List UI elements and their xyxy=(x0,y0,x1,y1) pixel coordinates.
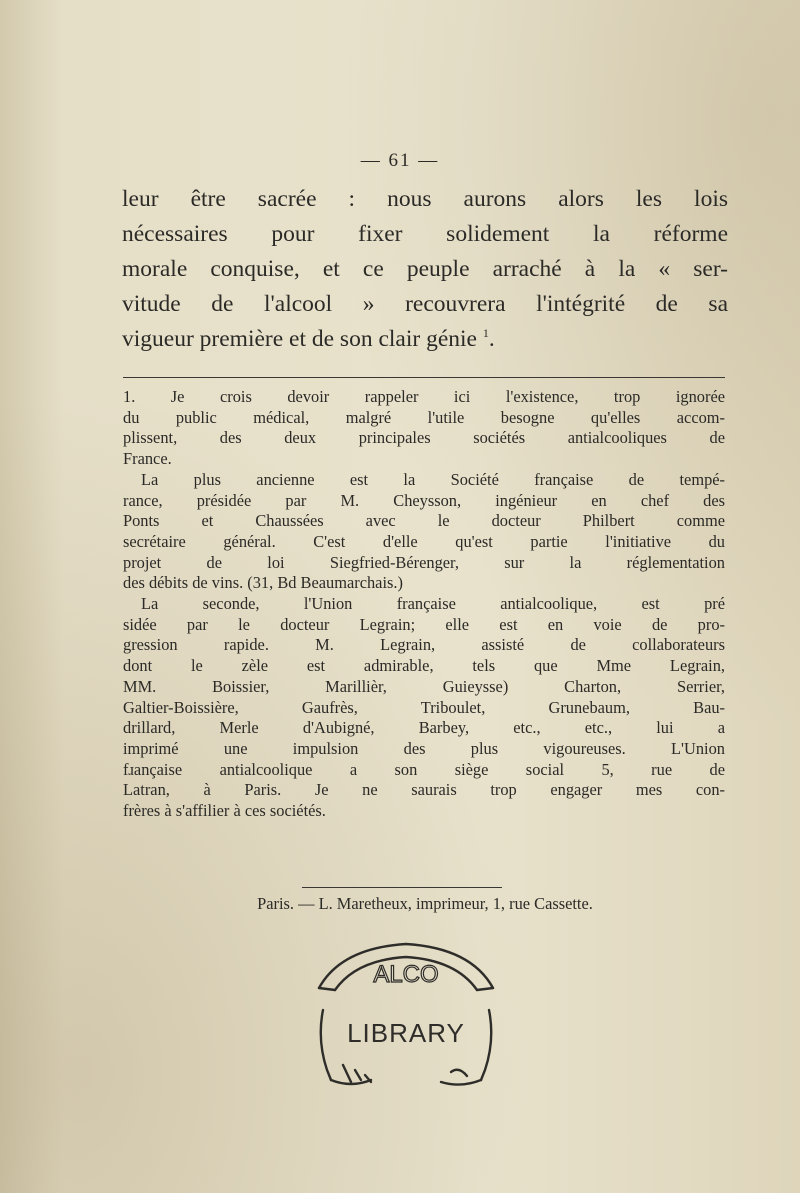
footnote-line: fɹançaise antialcoolique a son siège social 5, rue de xyxy=(123,759,725,779)
footnote-line: projet de loi Siegfried-Bérenger, sur la réglementation xyxy=(123,552,725,572)
footnote-line: MM. Boissier, Marillièr, Guieysse) Charton, Serrier, xyxy=(123,676,725,696)
body-line: nécessaires pour fixer solidement la réforme xyxy=(122,221,728,247)
body-line: leur être sacrée : nous aurons alors les lois xyxy=(122,186,728,212)
footnote-line: gression rapide. M. Legrain, assisté de collaborateurs xyxy=(123,635,725,655)
imprint-separator xyxy=(302,887,502,888)
library-stamp xyxy=(301,930,511,1090)
stamp-arc-text: ALCO xyxy=(373,961,439,988)
footnote-line: frères à s'affilier à ces sociétés. xyxy=(123,801,326,821)
body-line: morale conquise, et ce peuple arraché à la « ser- xyxy=(122,256,728,282)
body-line: vigueur première et de son clair génie xyxy=(122,326,477,352)
body-line-last xyxy=(122,322,728,357)
footnote-line: La seconde, l'Union française antialcoolique, est pré xyxy=(141,594,725,614)
footnote-line: rance, présidée par M. Cheysson, ingénieur en chef des xyxy=(123,490,725,510)
footnote-line: La plus ancienne est la Société française de tempé- xyxy=(141,469,725,489)
footnote-line: Latran, à Paris. Je ne saurais trop engager mes con- xyxy=(123,780,725,800)
stamp-left-side xyxy=(321,1010,331,1080)
footnote-line: Ponts et Chaussées avec le docteur Philbert comme xyxy=(123,511,725,531)
body-text xyxy=(122,182,728,357)
footnote-line: drillard, Merle d'Aubigné, Barbey, etc., etc., lui a xyxy=(123,718,725,738)
footnote-marker: 1 xyxy=(482,326,489,341)
body-line: vitude de l'alcool » recouvrera l'intégrité de sa xyxy=(122,291,728,317)
end-punctuation: . xyxy=(488,326,495,352)
footnote-line: du public médical, malgré l'utile besogne qu'elles accom- xyxy=(123,407,725,427)
footnote-separator xyxy=(123,377,725,378)
footnote-line: sidée par le docteur Legrain; elle est en voie de pro- xyxy=(123,614,725,634)
page-number: — 61 — xyxy=(360,150,440,171)
footnote-line: des débits de vins. (31, Bd Beaumarchais.) xyxy=(123,573,403,593)
footnote-line: imprimé une impulsion des plus vigoureuses. L'Union xyxy=(123,738,725,758)
footnote-line: dont le zèle est admirable, tels que Mme Legrain, xyxy=(123,656,725,676)
footnote-line: secrétaire général. C'est d'elle qu'est partie l'initiative du xyxy=(123,531,725,551)
stamp-label: LIBRARY xyxy=(347,1018,465,1048)
footnote-line: France. xyxy=(123,449,172,469)
stamp-right-side xyxy=(481,1010,491,1080)
footnote-line: plissent, des deux principales sociétés antialcooliques de xyxy=(123,428,725,448)
printer-imprint: Paris. — L. Maretheux, imprimeur, 1, rue Cassette. xyxy=(257,894,593,913)
footnote-line: 1. Je crois devoir rappeler ici l'existence, trop ignorée xyxy=(123,387,725,406)
footnote-line: Galtier-Boissière, Gaufrès, Triboulet, Grunebaum, Bau- xyxy=(123,697,725,717)
library-stamp-graphic xyxy=(301,930,511,1090)
footnote xyxy=(123,387,725,822)
